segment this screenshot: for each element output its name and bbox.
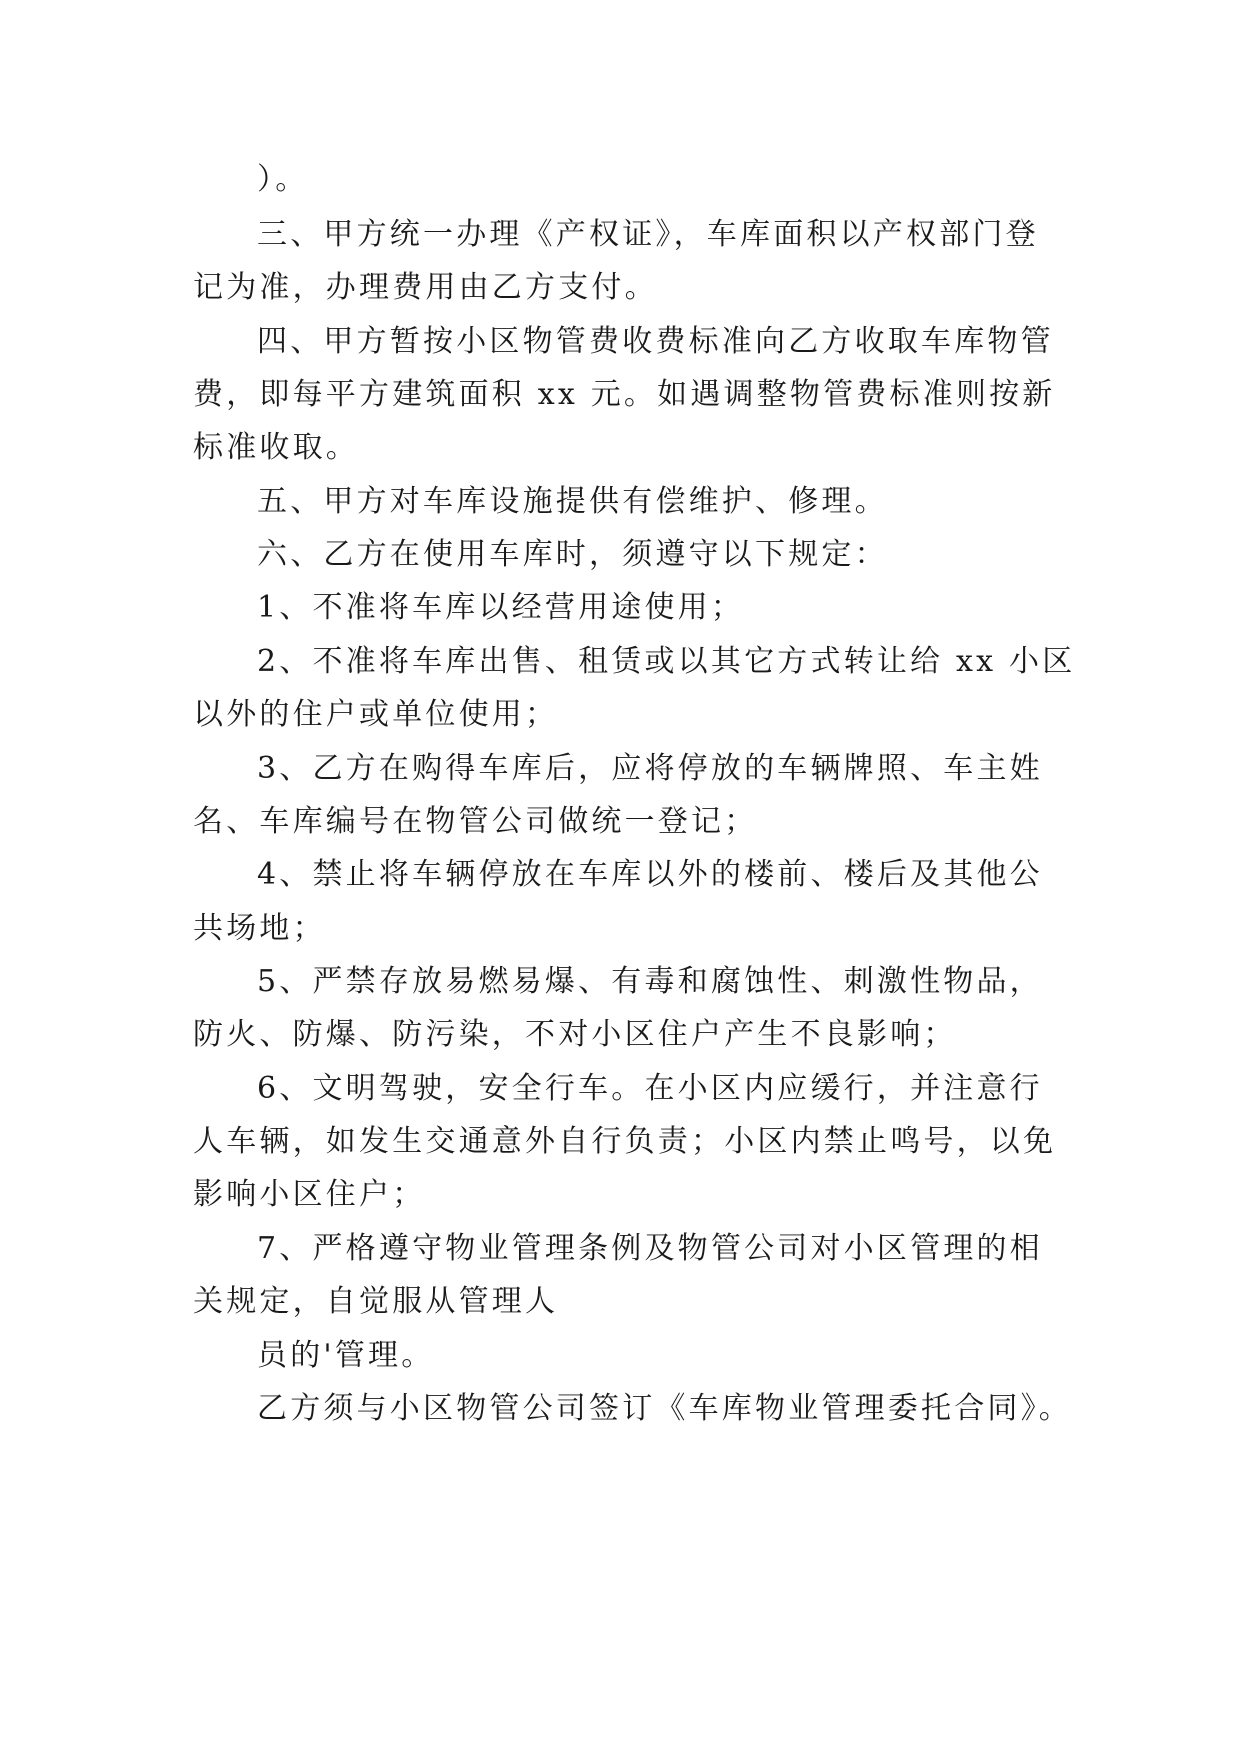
text-line: 费，即每平方建筑面积 xx 元。如遇调整物管费标准则按新 [193,377,1056,412]
text-line: 五、甲方对车库设施提供有偿维护、修理。 [257,484,888,519]
text-line: 共场地； [193,911,326,946]
text-line: 三、甲方统一办理《产权证》，车库面积以产权部门登 [257,217,1039,252]
text-line: 3、乙方在购得车库后，应将停放的车辆牌照、车主姓 [257,751,1043,786]
text-line: 1、不准将车库以经营用途使用； [257,590,745,625]
text-line: 6、文明驾驶，安全行车。在小区内应缓行，并注意行 [257,1071,1043,1106]
text-line: 四、甲方暂按小区物管费收费标准向乙方收取车库物管 [257,324,1054,359]
text-line: ）。 [257,162,309,197]
text-line: 员的'管理。 [257,1338,435,1373]
text-line: 乙方须与小区物管公司签订《车库物业管理委托合同》。 [257,1391,1072,1426]
text-line: 六、乙方在使用车库时，须遵守以下规定： [257,537,888,572]
text-line: 名、车库编号在物管公司做统一登记； [193,804,758,839]
text-line: 2、不准将车库出售、租赁或以其它方式转让给 xx 小区 [257,644,1076,679]
text-line: 5、严禁存放易燃易爆、有毒和腐蚀性、刺激性物品， [257,964,1043,999]
text-line: 7、严格遵守物业管理条例及物管公司对小区管理的相 [257,1231,1043,1266]
text-line: 标准收取。 [193,430,359,465]
text-line: 影响小区住户； [193,1177,426,1212]
text-line: 防火、防爆、防污染，不对小区住户产生不良影响； [193,1017,957,1052]
text-line: 记为准，办理费用由乙方支付。 [193,270,658,305]
text-line: 人车辆，如发生交通意外自行负责；小区内禁止鸣号，以免 [193,1124,1057,1159]
text-line: 以外的住户或单位使用； [193,697,559,732]
text-line: 关规定，自觉服从管理人 [193,1284,559,1319]
text-line: 4、禁止将车辆停放在车库以外的楼前、楼后及其他公 [257,857,1043,892]
